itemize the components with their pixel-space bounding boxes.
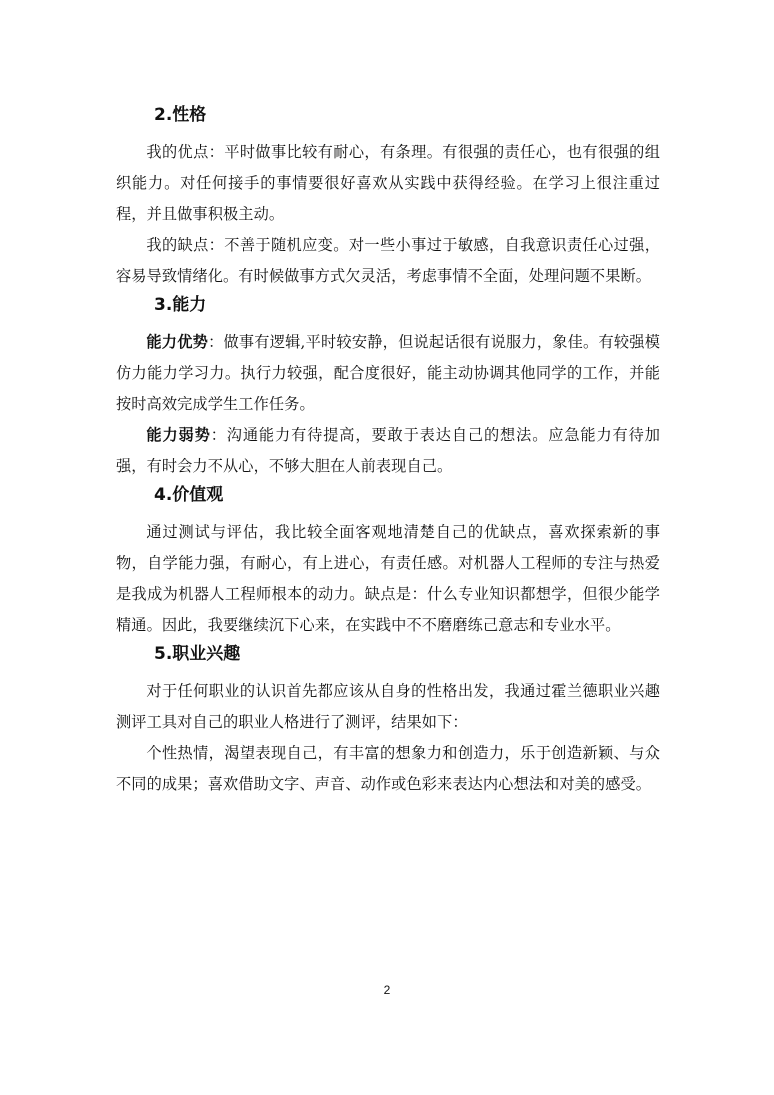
ability-advantages-text: ：做事有逻辑,平时较安静，但说起话很有说服力，象佳。有较强模仿力能力学习力。执行力较强，配合度很好，能主动协调其他同学的工作，并能按时高效完成学生工作任务。 <box>116 333 661 413</box>
paragraph-values: 通过测试与评估，我比较全面客观地清楚自己的优缺点，喜欢探索新的事物，自学能力强，有耐心，有上进心，有责任感。对机器人工程师的专注与热爱是我成为机器人工程师根本的动力。缺点是：什么专业知识都想学，但很少能学精通。因此，我要继续沉下心来，在实践中不不磨磨练己意志和专业水平。 <box>116 523 660 634</box>
paragraph-ability-weaknesses <box>116 420 660 482</box>
paragraph-weaknesses: 我的缺点：不善于随机应变。对一些小事过于敏感，自我意识责任心过强，容易导致情绪化。有时候做事方式欠灵活，考虑事情不全面，处理问题不果断。 <box>116 236 660 285</box>
section-heading-career-interest: 5.职业兴趣 <box>154 644 241 664</box>
section-heading-values: 4.价值观 <box>154 485 224 505</box>
ability-weaknesses-text: ：沟通能力有待提高，要敢于表达自己的想法。应急能力有待加强，有时会力不从心，不够大胆在人前表现自己。 <box>116 426 660 475</box>
ability-advantages-label: 能力优势 <box>146 333 209 351</box>
ability-weaknesses-label: 能力弱势 <box>146 426 211 444</box>
section-heading-ability: 3.能力 <box>154 295 207 315</box>
paragraph-ability-advantages <box>116 327 660 420</box>
paragraph-career-interest-result: 个性热情，渴望表现自己，有丰富的想象力和创造力，乐于创造新颖、与众不同的成果；喜欢借助文字、声音、动作或色彩来表达内心想法和对美的感受。 <box>116 744 660 793</box>
paragraph-career-interest-intro: 对于任何职业的认识首先都应该从自身的性格出发，我通过霍兰德职业兴趣测评工具对自己的职业人格进行了测评，结果如下： <box>116 682 660 731</box>
paragraph-strengths: 我的优点：平时做事比较有耐心，有条理。有很强的责任心，也有很强的组织能力。对任何接手的事情要很好喜欢从实践中获得经验。在学习上很注重过程，并且做事积极主动。 <box>116 143 660 223</box>
section-heading-personality: 2.性格 <box>154 105 207 125</box>
page-number: 2 <box>383 983 391 997</box>
